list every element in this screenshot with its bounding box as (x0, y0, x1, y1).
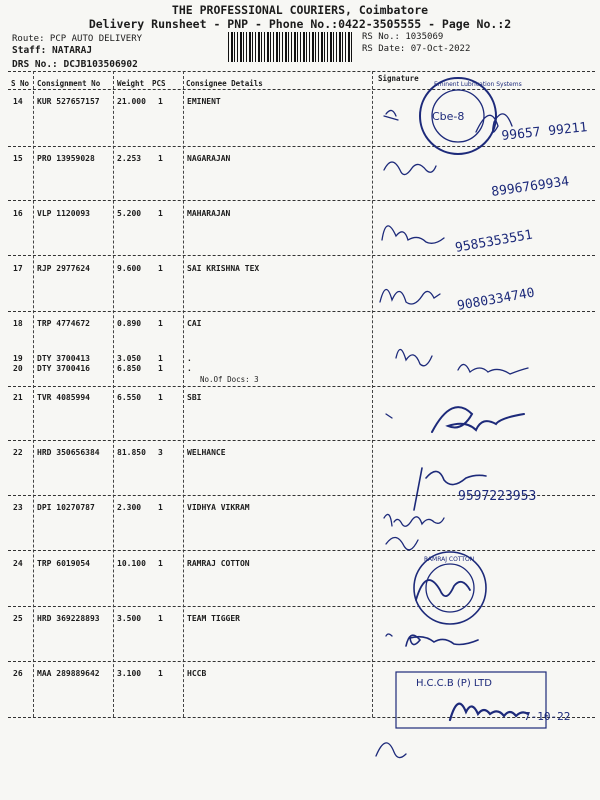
ramraj-stamp-text: RAMRAJ COTTON (424, 556, 475, 563)
row-consignment: DTY 3700413 (37, 354, 90, 363)
row-consignee: NAGARAJAN (187, 154, 231, 163)
staff-label: Staff: NATARAJ (12, 45, 93, 56)
hw-date-26: 7-10-22 (524, 710, 571, 723)
row-consignee: HCCB (187, 669, 207, 678)
row-sno: 26 (13, 669, 23, 678)
row-weight: 2.253 (117, 154, 142, 163)
row-consignment: PRO 13959028 (37, 154, 95, 163)
row-consignment: DTY 3700416 (37, 364, 90, 373)
row-weight: 9.600 (117, 264, 142, 273)
row-consignment: HRD 369228893 (37, 614, 100, 623)
row-consignment: HRD 350656384 (37, 448, 100, 457)
row-consignee: EMINENT (187, 97, 221, 106)
row-consignment: VLP 1120093 (37, 209, 90, 218)
row-sno: 17 (13, 264, 23, 273)
row-sno: 23 (13, 503, 23, 512)
row-sno: 22 (13, 448, 23, 457)
row-consignee: MAHARAJAN (187, 209, 231, 218)
row-consignment: RJP 2977624 (37, 264, 90, 273)
row-pcs: 1 (158, 154, 163, 163)
eminent-stamp-text: Eminent Lubrication Systems (434, 81, 522, 88)
row-consignee: . (187, 364, 192, 373)
row-consignee: SBI (187, 393, 202, 402)
hw-phone-14: 99657 99211 (500, 120, 589, 144)
row-consignee: WELHANCE (187, 448, 226, 457)
row-sno: 14 (13, 97, 23, 106)
row-consignee: SAI KRISHNA TEX (187, 264, 260, 273)
col-line-1 (33, 71, 34, 717)
row-weight: 3.100 (117, 669, 142, 678)
row-sno: 20 (13, 364, 23, 373)
row-pcs: 3 (158, 448, 163, 457)
page-subtitle: Delivery Runsheet - PNP - Phone No.:0422-3505555 - Page No.:2 (88, 17, 512, 31)
row-weight: 0.890 (117, 319, 142, 328)
row-pcs: 1 (158, 264, 163, 273)
row-weight: 10.100 (117, 559, 146, 568)
row-pcs: 1 (158, 319, 163, 328)
hw-phone-16: 9585353551 (454, 227, 534, 256)
row-weight: 3.500 (117, 614, 142, 623)
signature-area (372, 70, 600, 770)
col-consignment: Consignment No (37, 79, 101, 88)
row-consignee: . (187, 354, 192, 363)
route-label: Route: PCP AUTO DELIVERY (12, 34, 143, 44)
col-pcs: PCS (152, 79, 166, 88)
eminent-stamp-mid: Cbe-8 (432, 110, 465, 123)
row-weight: 21.000 (117, 97, 146, 106)
row-pcs: 1 (158, 559, 163, 568)
docs-count: No.Of Docs: 3 (200, 375, 259, 384)
hccb-stamp-text: H.C.C.B (P) LTD (416, 678, 492, 689)
row-consignment: TRP 6019054 (37, 559, 90, 568)
row-consignee: TEAM TIGGER (187, 614, 240, 623)
row-pcs: 1 (158, 669, 163, 678)
row-sno: 16 (13, 209, 23, 218)
col-line-3 (183, 71, 184, 717)
row-pcs: 1 (158, 354, 163, 363)
hw-phone-22: 9597223953 (458, 489, 537, 504)
row-weight: 5.200 (117, 209, 142, 218)
row-consignee: CAI (187, 319, 202, 328)
hw-phone-15: 8996769934 (490, 174, 571, 200)
row-sno: 18 (13, 319, 23, 328)
page-title: THE PROFESSIONAL COURIERS, Coimbatore (171, 3, 429, 17)
row-pcs: 1 (158, 614, 163, 623)
row-pcs: 1 (158, 364, 163, 373)
drs-number: DRS No.: DCJB103506902 (12, 59, 138, 70)
row-consignment: TRP 4774672 (37, 319, 90, 328)
rs-number: RS No.: 1035069 (362, 32, 444, 42)
row-pcs: 1 (158, 97, 163, 106)
row-sno: 21 (13, 393, 23, 402)
rs-date: RS Date: 07-Oct-2022 (362, 44, 471, 54)
row-sno: 15 (13, 154, 23, 163)
row-pcs: 1 (158, 209, 163, 218)
col-line-2 (113, 71, 114, 717)
row-weight: 3.050 (117, 354, 142, 363)
row-consignment: MAA 289889642 (37, 669, 100, 678)
row-consignment: KUR 527657157 (37, 97, 100, 106)
col-signature: Signature (378, 74, 419, 83)
col-consignee: Consignee Details (186, 79, 263, 88)
row-consignment: TVR 4085994 (37, 393, 90, 402)
row-consignment: DPI 10270787 (37, 503, 95, 512)
row-sno: 25 (13, 614, 23, 623)
ramraj-stamp (414, 552, 486, 624)
col-sno: S No (11, 79, 30, 88)
row-weight: 6.550 (117, 393, 142, 402)
barcode (228, 32, 354, 62)
row-sno: 19 (13, 354, 23, 363)
row-weight: 6.850 (117, 364, 142, 373)
row-weight: 2.300 (117, 503, 142, 512)
row-sno: 24 (13, 559, 23, 568)
row-consignee: VIDHYA VIKRAM (187, 503, 250, 512)
row-consignee: RAMRAJ COTTON (187, 559, 250, 568)
row-pcs: 1 (158, 503, 163, 512)
hw-phone-17: 9080334740 (456, 285, 536, 314)
row-pcs: 1 (158, 393, 163, 402)
row-weight: 81.850 (117, 448, 146, 457)
col-weight: Weight (117, 79, 145, 88)
